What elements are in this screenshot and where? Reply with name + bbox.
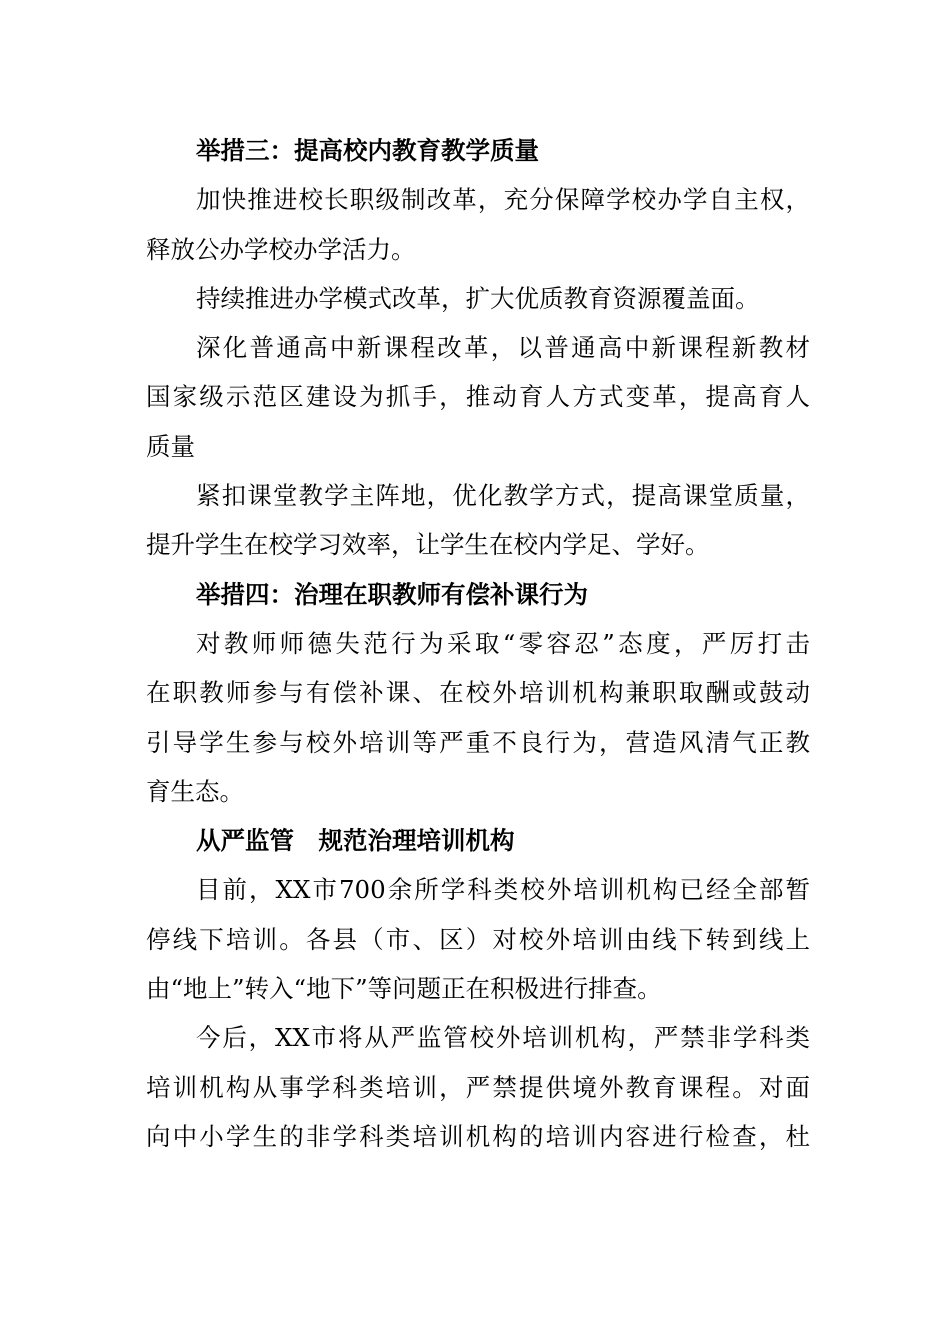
paragraph-line: 释放公办学校办学活力。	[146, 234, 416, 264]
paragraph-line: 深化普通高中新课程改革，以普通高中新课程新教材	[196, 333, 810, 363]
heading-supervision: 从严监管 规范治理培训机构	[196, 826, 515, 856]
paragraph-line: 引导学生参与校外培训等严重不良行为，营造风清气正教	[146, 727, 810, 757]
heading-measure-four: 举措四：治理在职教师有偿补课行为	[196, 579, 588, 609]
paragraph-line: 紧扣课堂教学主阵地，优化教学方式，提高课堂质量，	[196, 481, 810, 511]
paragraph-line: 停线下培训。各县（市、区）对校外培训由线下转到线上	[146, 924, 810, 954]
paragraph-line: 培训机构从事学科类培训，严禁提供境外教育课程。对面	[146, 1072, 810, 1102]
paragraph-line: 对教师师德失范行为采取“零容忍”态度，严厉打击	[196, 628, 810, 658]
paragraph-line: 目前，XX市700余所学科类校外培训机构已经全部暂	[196, 875, 810, 905]
heading-measure-three: 举措三：提高校内教育教学质量	[196, 136, 539, 165]
paragraph-line: 向中小学生的非学科类培训机构的培训内容进行检查，杜	[146, 1121, 810, 1151]
paragraph-line: 国家级示范区建设为抓手，推动育人方式变革，提高育人	[146, 382, 810, 412]
paragraph-line: 加快推进校长职级制改革，充分保障学校办学自主权，	[196, 185, 810, 215]
paragraph-line: 由“地上”转入“地下”等问题正在积极进行排查。	[146, 974, 662, 1004]
document-body	[146, 126, 810, 1161]
paragraph-line: 今后，XX市将从严监管校外培训机构，严禁非学科类	[196, 1023, 810, 1053]
paragraph-line: 持续推进办学模式改革，扩大优质教育资源覆盖面。	[196, 283, 760, 313]
paragraph-line: 在职教师参与有偿补课、在校外培训机构兼职取酬或鼓动	[146, 678, 810, 708]
paragraph-line: 质量	[146, 431, 195, 461]
paragraph-line: 育生态。	[146, 776, 244, 806]
paragraph-line: 提升学生在校学习效率，让学生在校内学足、学好。	[146, 530, 710, 560]
